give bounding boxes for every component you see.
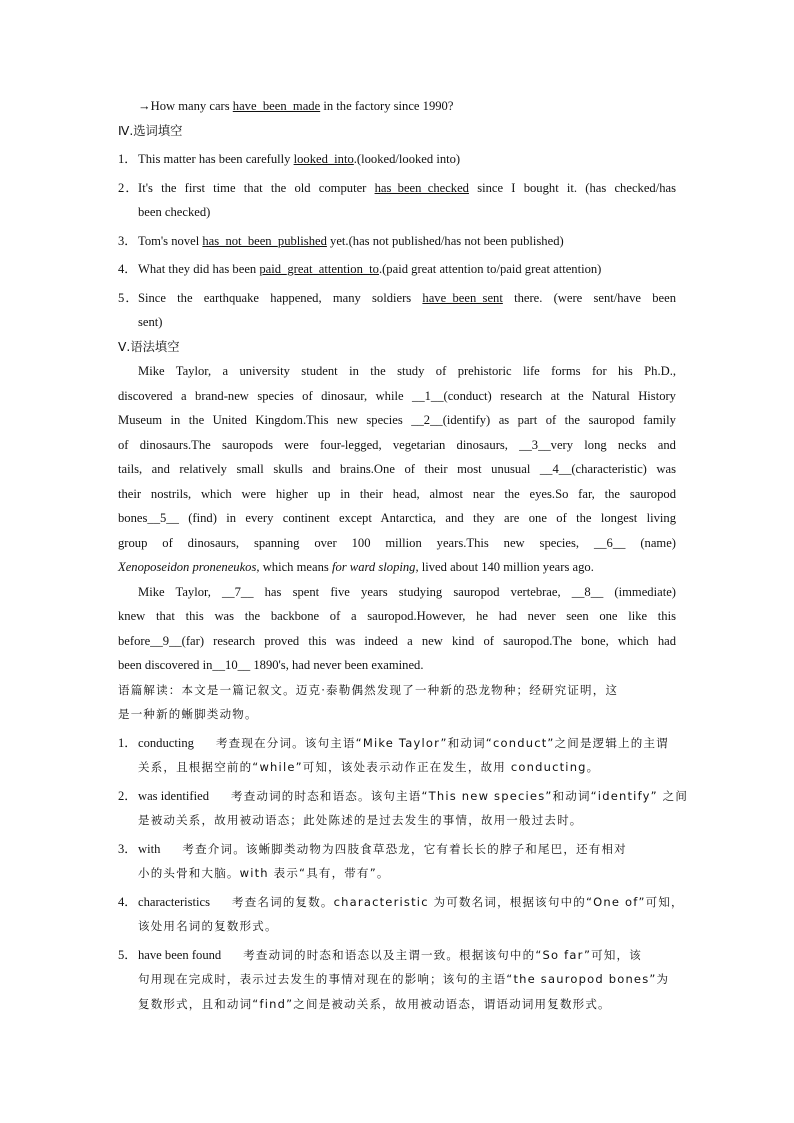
passage-paragraph-2: Mike Taylor, __7__ has spent five years studying sauropod vertebrae, __8__ (immediate) knew that this was the backbone of a sauropod.However, he had never seen one like this before__9__(far) research proved this was indeed a new kind of sauropod.The bone, which had been discovered in__10__ 1890's, had never been examined. bbox=[118, 584, 676, 672]
explanation-item-1: 1．conducting 考查现在分词。该句主语“Mike Taylor”和动词“conduct”之间是逻辑上的主谓 bbox=[118, 735, 669, 750]
passage-paragraph-1: Mike Taylor, a university student in the study of prehistoric life forms for his Ph.D., discovered a brand-new species of dinosaur, while __1__(conduct) research at the Natural History Museum in the United Kingdom.This new species __2__(identify) as part of the sauropod family of dinosaurs.The sauropods were four-legged, vegetarian dinosaurs, __3__very long necks and tails, and relatively small skulls and brains.One of their most unusual __4__(characteristic) was their nostrils, which were higher up in their head, almost near the eyes.So far, the sauropod bones__5__ (find) in every continent except Antarctica, and they are one of the longest living group of dinosaurs, spanning over 100 million years.This new species, __6__ (name) Xenoposeidon proneneukos, which means for ward sloping, lived about 140 million years ago. bbox=[118, 364, 676, 574]
blank-9: __9__ bbox=[150, 633, 182, 648]
exercise-item-5: 5．Since the earthquake happened, many soldiers have_been_sent there. (were sent/have been bbox=[118, 290, 677, 305]
exercise-item-2: 2．It's the first time that the old computer has_been_checked since I bought it. (has checked/has bbox=[118, 180, 677, 195]
explanation-item-5: 5．have been found 考查动词的时态和语态以及主谓一致。根据该句中的“So far”可知，该 bbox=[118, 947, 642, 962]
answer: has_been_checked bbox=[374, 180, 469, 195]
transformed-sentence: →How many cars have_been_made in the factory since 1990? bbox=[138, 99, 454, 113]
answer: paid_great_attention_to bbox=[259, 262, 379, 276]
section-5-title: Ⅴ.语法填空 bbox=[118, 339, 180, 354]
blank-5: __5__ bbox=[147, 511, 179, 525]
blank-6: __6__ bbox=[593, 535, 626, 550]
exercise-item-2-cont: been checked) bbox=[138, 205, 211, 219]
exercise-item-1: 1．This matter has been carefully looked_into.(looked/looked into) bbox=[118, 152, 461, 166]
blank-3: __3__ bbox=[519, 437, 551, 452]
answer: have_been_sent bbox=[422, 290, 503, 305]
blank-8: __8__ bbox=[571, 584, 604, 599]
explanation-item-3: 3．with 考查介词。该蜥脚类动物为四肢食草恐龙，它有着长长的脖子和尾巴，还有相对 bbox=[118, 841, 627, 856]
blank-1: __1__ bbox=[412, 388, 444, 403]
document-page: →How many cars have_been_made in the factory since 1990? Ⅳ.选词填空 1．This matter has been carefully looked_into.(looked/looked into) 2．It's the first time that the old computer has_been_checked since I bought it. (has checked/has been checked) 3．Tom's novel has_not_been_published yet.(has not published/has not been published) 4．What they did has been paid_great_attention_to.(paid great attention to/paid great attention) 5．Since the earthquake happened, many soldiers have_been_sent there. (were sent/have been sent) Ⅴ.语法填空 Mike Taylor, a university student in the study of prehistoric life forms for his Ph.D., discovered a brand-new species of dinosaur, while __1__(conduct) research at the Natural History Museum in the United Kingdom.This new species __2__(identify) as part of the sauropod family of dinosaurs.The sauropods were four-legged, vegetarian dinosaurs, __3__very long necks and tails, and relatively small skulls and brains.One of their most unusual __4__(characteristic) was their nostrils, which were higher up in their head, almost near the eyes.So far, the sauropod bones__5__ (find) in every continent except Antarctica, and they are one of the longest living group of dinosaurs, spanning over 100 million years.This new species, __6__ (name) Xenoposeidon proneneukos, which means for ward sloping, lived about 140 million years ago. Mike Taylor, __7__ has spent five years studying sauropod vertebrae, __8__ (immediate) knew that this was the backbone of a sauropod.However, he had never seen one like this before__9__(far) research proved this was indeed a new kind of sauropod.The bone, which had been discovered in__10__ 1890's, had never been examined. 语篇解读：本文是一篇记叙文。迈克·泰勒偶然发现了一种新的恐龙物种；经研究证明，这 是一种新的蜥脚类动物。 1．conducting 考查现在分词。该句主语“Mike Taylor”和动词“conduct”之间是逻辑上的主谓 关系，且根据空前的“while”可知，该处表示动作正在发生，故用 conducting。 2．was identified 考查动词的时态和语态。该句主语“This new species”和动词“identify” 之间 是被动关系，故用被动语态；此处陈述的是过去发生的事情，故用一般过去时。 3．with 考查介词。该蜥脚类动物为四肢食草恐龙，它有着长长的脖子和尾巴，还有相对 小的头骨和大脑。with 表示“具有，带有”。 4．characteristics 考查名词的复数。characteristic 为可数名词，根据该句中的“One of”可知， 该处用名词的复数形式。 5．have been found 考查动词的时态和语态以及主谓一致。根据该句中的“So far”可知，该 句用现在完成时，表示过去发生的事情对现在的影响；该句的主语“the sauropod bones”为 复数形式，且和动词“find”之间是被动关系，故用被动语态，谓语动词用复数形式。 bbox=[118, 94, 676, 1016]
exercise-item-4: 4．What they did has been paid_great_attention_to.(paid great attention to/paid great attention) bbox=[118, 262, 602, 276]
explanation-item-2: 2．was identified 考查动词的时态和语态。该句主语“This new species”和动词“identify” 之间 bbox=[118, 788, 689, 803]
section-4-title: Ⅳ.选词填空 bbox=[118, 123, 183, 138]
blank-10: __10__ bbox=[212, 658, 251, 672]
answer: has_not_been_published bbox=[202, 233, 327, 248]
exercise-item-5-cont: sent) bbox=[138, 315, 163, 329]
exercise-item-3: 3．Tom's novel has_not_been_published yet.(has not published/has not been published) bbox=[118, 233, 564, 248]
blank-2: __2__ bbox=[411, 413, 443, 427]
explanation-item-4: 4．characteristics 考查名词的复数。characteristic 为可数名词，根据该句中的“One of”可知， bbox=[118, 894, 684, 909]
answer: have_been_made bbox=[232, 99, 321, 113]
blank-4: __4__ bbox=[539, 462, 572, 476]
blank-7: __7__ bbox=[222, 584, 254, 599]
arrow-icon: → bbox=[138, 99, 151, 113]
passage-analysis: 语篇解读：本文是一篇记叙文。迈克·泰勒偶然发现了一种新的恐龙物种；经研究证明，这 是一种新的蜥脚类动物。 bbox=[118, 682, 619, 721]
answer: looked_into bbox=[293, 152, 354, 166]
